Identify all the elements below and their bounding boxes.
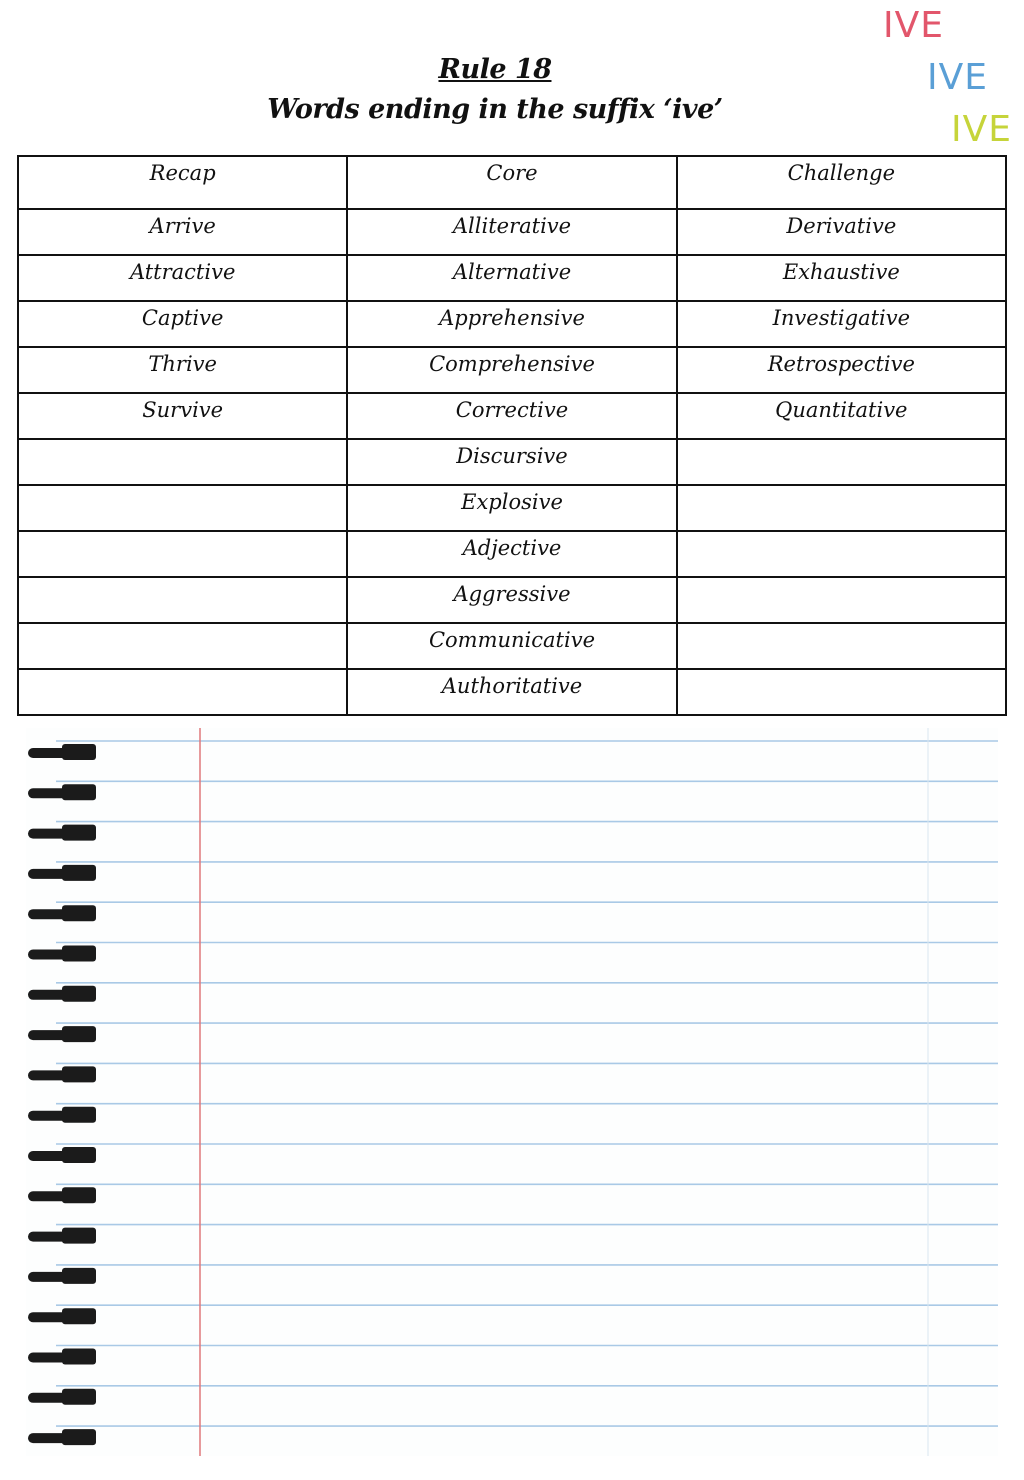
word-cell-recap: Captive (18, 301, 347, 347)
rule-subtitle: Words ending in the suffix ‘ive’ (267, 94, 723, 125)
spiral-ring-clip (62, 1389, 96, 1405)
word-cell-recap: Arrive (18, 209, 347, 255)
word-cell-core: Adjective (347, 531, 676, 577)
spiral-ring-clip (62, 1187, 96, 1203)
word-cell-challenge: Exhaustive (677, 255, 1006, 301)
word-cell-core: Discursive (347, 439, 676, 485)
rule-title: Rule 18 (438, 54, 552, 85)
word-cell-challenge (677, 531, 1006, 577)
table-row (18, 347, 1006, 393)
spiral-ring-clip (62, 744, 96, 760)
word-cell-recap: Attractive (18, 255, 347, 301)
word-cell-challenge (677, 485, 1006, 531)
spiral-ring-clip (62, 1066, 96, 1082)
word-cell-recap (18, 439, 347, 485)
word-cell-recap (18, 669, 347, 715)
spiral-ring-clip (62, 784, 96, 800)
table-row (18, 301, 1006, 347)
ive-word-red: IVE (883, 5, 944, 46)
word-cell-challenge (677, 439, 1006, 485)
ive-decoration (872, 2, 1012, 152)
notebook-paper (26, 728, 998, 1456)
spiral-ring-clip (62, 1107, 96, 1123)
word-cell-core: Alternative (347, 255, 676, 301)
word-table-body (18, 209, 1006, 715)
table-row (18, 393, 1006, 439)
spiral-ring-clip (62, 1147, 96, 1163)
word-cell-core: Alliterative (347, 209, 676, 255)
table-row (18, 439, 1006, 485)
spiral-ring-clip (62, 1268, 96, 1284)
table-row (18, 485, 1006, 531)
word-cell-core: Authoritative (347, 669, 676, 715)
spiral-ring-clip (62, 865, 96, 881)
spiral-ring-clip (62, 905, 96, 921)
spiral-ring-clip (62, 825, 96, 841)
word-cell-challenge: Retrospective (677, 347, 1006, 393)
word-cell-challenge (677, 623, 1006, 669)
spiral-ring-clip (62, 1228, 96, 1244)
word-cell-recap: Survive (18, 393, 347, 439)
word-cell-recap (18, 623, 347, 669)
notebook-lines (26, 728, 998, 1456)
title-block (0, 50, 990, 130)
spiral-ring-clip (62, 946, 96, 962)
word-cell-challenge: Investigative (677, 301, 1006, 347)
table-row (18, 669, 1006, 715)
word-cell-core: Comprehensive (347, 347, 676, 393)
word-cell-recap: Thrive (18, 347, 347, 393)
header-challenge: Challenge (677, 156, 1006, 209)
header-row (18, 156, 1006, 209)
spiral-ring-clip (62, 986, 96, 1002)
word-cell-recap (18, 577, 347, 623)
table-row (18, 577, 1006, 623)
table-row (18, 531, 1006, 577)
table-row (18, 255, 1006, 301)
word-cell-core: Communicative (347, 623, 676, 669)
word-cell-challenge (677, 669, 1006, 715)
word-cell-core: Explosive (347, 485, 676, 531)
word-cell-core: Corrective (347, 393, 676, 439)
word-cell-challenge: Derivative (677, 209, 1006, 255)
word-cell-recap (18, 531, 347, 577)
spiral-ring-clip (62, 1026, 96, 1042)
ive-word-green: IVE (951, 109, 1012, 150)
word-cell-recap (18, 485, 347, 531)
word-cell-core: Apprehensive (347, 301, 676, 347)
header-core: Core (347, 156, 676, 209)
spiral-ring-clip (62, 1349, 96, 1365)
header-recap: Recap (18, 156, 347, 209)
word-cell-core: Aggressive (347, 577, 676, 623)
table-row (18, 209, 1006, 255)
spiral-ring-clip (62, 1429, 96, 1445)
word-cell-challenge: Quantitative (677, 393, 1006, 439)
word-cell-challenge (677, 577, 1006, 623)
ive-word-blue: IVE (927, 57, 988, 98)
word-table (17, 155, 1007, 716)
spiral-ring-clip (62, 1308, 96, 1324)
table-row (18, 623, 1006, 669)
